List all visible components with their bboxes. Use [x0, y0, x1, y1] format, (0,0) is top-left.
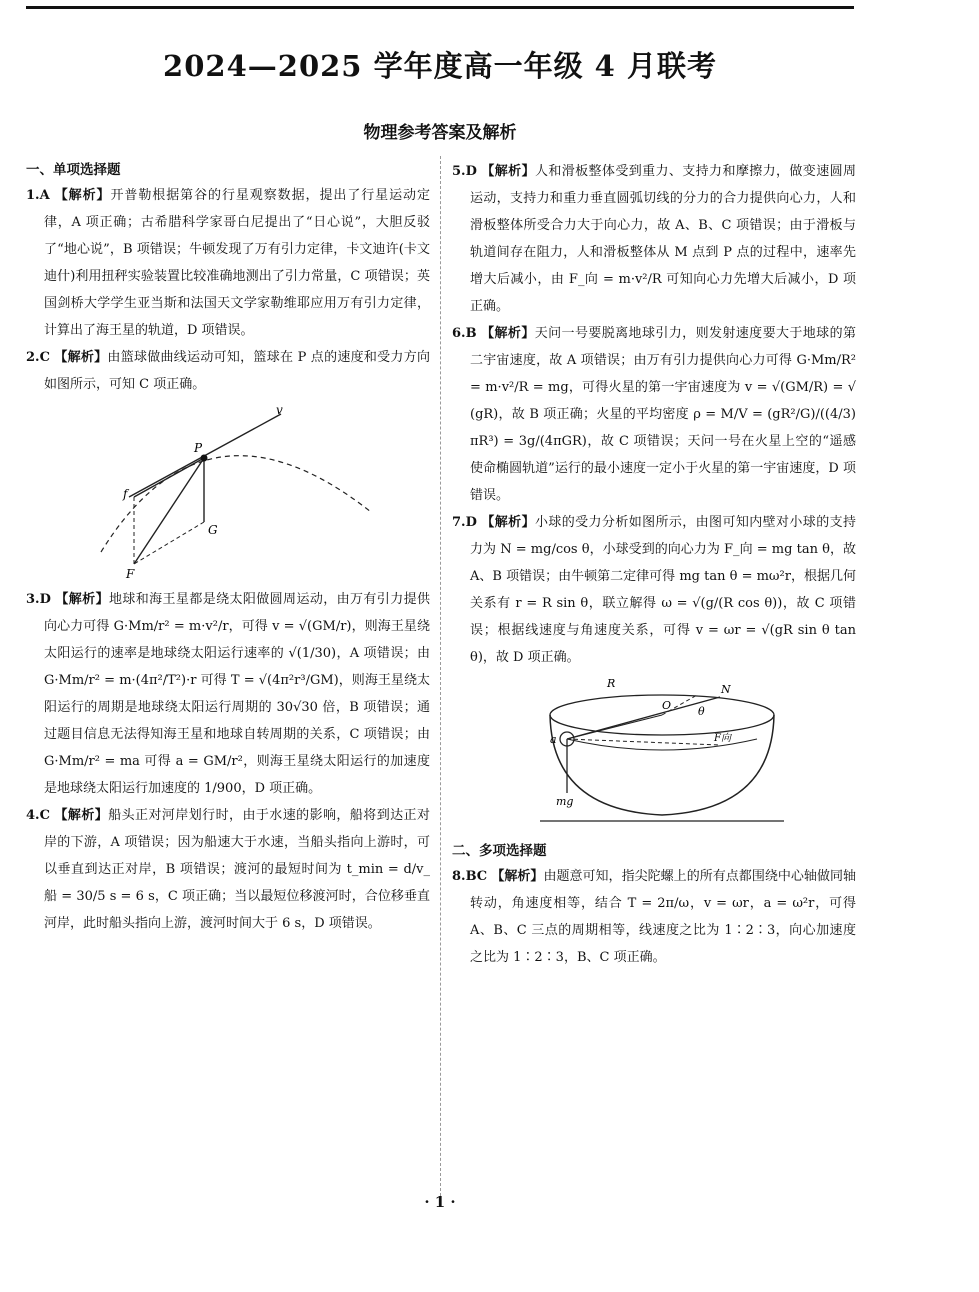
bowl-force-figure [452, 675, 856, 835]
answer-item-4 [26, 802, 430, 937]
page-title: 2024—2025 学年度高一年级 4 月联考 [163, 49, 717, 83]
friction-arrow [134, 458, 204, 497]
answer-number: 5.D [452, 164, 477, 179]
label-a: a [550, 733, 557, 746]
basketball-trajectory-figure [26, 402, 430, 582]
resultant-force-arrow [134, 458, 204, 564]
label-theta: θ [698, 705, 705, 718]
section-heading-single: 一、单项选择题 [26, 162, 121, 178]
answer-item-1 [26, 182, 430, 344]
label-v: v [276, 403, 283, 417]
point-p [201, 455, 208, 462]
answer-text: 小球的受力分析如图所示，由图可知内壁对小球的支持力为 N = mg/cos θ，小球受到的向心力为 F_向 = mg tan θ，故 A、B 项错误；由牛顿第二定律可得 mg tan θ = mω²r，根据几何关系有 r = R sin θ，联立解得 ω = √(g/(R cos θ))，故 C 项错误；根据线速度与角速度关系，可得 v = ωr = √(gR sin θ tan θ)，故 D 项正确。 [470, 515, 856, 665]
label-mg: mg [556, 795, 574, 808]
analysis-tag: 【解析】 [491, 869, 544, 884]
answer-number: 2.C [26, 350, 50, 365]
label-f: f [123, 487, 128, 501]
analysis-tag: 【解析】 [55, 592, 109, 607]
answer-number: 4.C [26, 808, 50, 823]
answer-text: 船头正对河岸划行时，由于水速的影响，船将到达正对岸的下游，A 项错误；因为船速大于水速，当船头指向上游时，可以垂直到达正对岸，B 项错误；渡河的最短时间为 t_min = d/v_船 = 30/5 s = 6 s，C 项正确；当以最短位移渡河时，合位移垂直河岸，此时船头指向上游，渡河时间大于 6 s，D 项错误。 [44, 808, 430, 931]
answer-item-2 [26, 344, 430, 398]
answer-text: 天问一号要脱离地球引力，则发射速度要大于地球的第二宇宙速度，故 A 项错误；由万有引力提供向心力可得 G·Mm/R² = m·v²/R = mg，可得火星的第一宇宙速度为 v = √(GM/R) = √(gR)，故 B 项正确；火星的平均密度 ρ = M/V = (gR²/G)/((4/3)πR³) = 3g/(4πGR)，故 C 项错误；天问一号在火星上空的“遥感使命椭圆轨道”运行的最小速度一定小于火星的第一宇宙速度，D 项错误。 [470, 326, 856, 503]
normal-force-arrow [567, 697, 720, 739]
label-p: P [194, 441, 203, 455]
answer-number: 8.BC [452, 869, 488, 884]
answer-item-5 [452, 158, 856, 320]
answer-number: 3.D [26, 592, 51, 607]
left-column [26, 158, 430, 937]
helper-line [134, 522, 204, 564]
answer-number: 7.D [452, 515, 477, 530]
label-n: N [721, 683, 731, 696]
answer-text: 由题意可知，指尖陀螺上的所有点都围绕中心轴做同轴转动，角速度相等，结合 T = 2π/ω，v = ωr，a = ω²r，可得 A、B、C 三点的周期相等，线速度之比为 1∶2∶3，向心加速度之比为 1∶2∶3，B、C 项正确。 [470, 869, 856, 965]
analysis-tag: 【解析】 [54, 350, 108, 365]
answer-text: 地球和海王星都是绕太阳做圆周运动，由万有引力提供向心力可得 G·Mm/r² = m·v²/r，可得 v = √(GM/r)，则海王星绕太阳运行的速率是地球绕太阳运行速率的 √(1/30)，A 项错误；由 G·Mm/r² = m·(4π²/T²)·r 可得 T = √(4π²r³/GM)，则海王星绕太阳运行的周期是地球绕太阳运行周期的 30√30 倍，B 项错误；通过题目信息无法得知海王星和地球自转周期的关系，C 项错误；由 G·Mm/r² = ma 可得 a = GM/r²，则海王星绕太阳运行的加速度是地球绕太阳运行加速度的 1/900，D 项正确。 [44, 592, 430, 796]
right-column [452, 158, 856, 971]
answer-number: 6.B [452, 326, 477, 341]
page-subtitle: 物理参考答案及解析 [363, 123, 517, 143]
bowl-body [550, 715, 774, 815]
label-o: O [662, 699, 672, 712]
analysis-tag: 【解析】 [481, 515, 535, 530]
analysis-tag: 【解析】 [54, 808, 109, 823]
analysis-tag: 【解析】 [54, 188, 111, 203]
answer-item-8 [452, 863, 856, 971]
answer-item-6 [452, 320, 856, 509]
answer-item-7 [452, 509, 856, 671]
section-heading-multiple: 二、多项选择题 [452, 843, 547, 859]
answer-text: 人和滑板整体受到重力、支持力和摩擦力，做变速圆周运动，支持力和重力垂直圆弧切线的分力的合力提供向心力，人和滑板整体所受合力大于向心力，故 A、B、C 项错误；由于滑板与轨道间存在阻力，人和滑板整体从 M 点到 P 点的过程中，速率先增大后减小，由 F_向 = m·v²/R 可知向心力先增大后减小，D 项正确。 [470, 164, 856, 314]
page-number: · 1 · [424, 1193, 456, 1211]
label-g: G [208, 523, 218, 537]
analysis-tag: 【解析】 [481, 326, 535, 341]
label-r: R [607, 677, 616, 690]
label-f-resultant: F [126, 567, 135, 581]
analysis-tag: 【解析】 [481, 164, 535, 179]
column-divider [440, 156, 441, 1196]
answer-item-3 [26, 586, 430, 802]
trajectory-curve [101, 456, 371, 552]
top-rule [26, 6, 854, 9]
answer-number: 1.A [26, 188, 50, 203]
label-f-centripetal: F向 [714, 733, 731, 744]
answer-text: 由篮球做曲线运动可知，篮球在 P 点的速度和受力方向如图所示，可知 C 项正确。 [44, 350, 430, 392]
answer-text: 开普勒根据第谷的行星观察数据，提出了行星运动定律，A 项正确；古希腊科学家哥白尼提出了“日心说”，大胆反驳了“地心说”，B 项错误；牛顿发现了万有引力定律，卡文迪许(卡文迪什)利用扭秤实验装置比较准确地测出了引力常量，C 项错误；英国剑桥大学学生亚当斯和法国天文学家勒维耶应用万有引力定律，计算出了海王星的轨道，D 项错误。 [44, 188, 430, 338]
